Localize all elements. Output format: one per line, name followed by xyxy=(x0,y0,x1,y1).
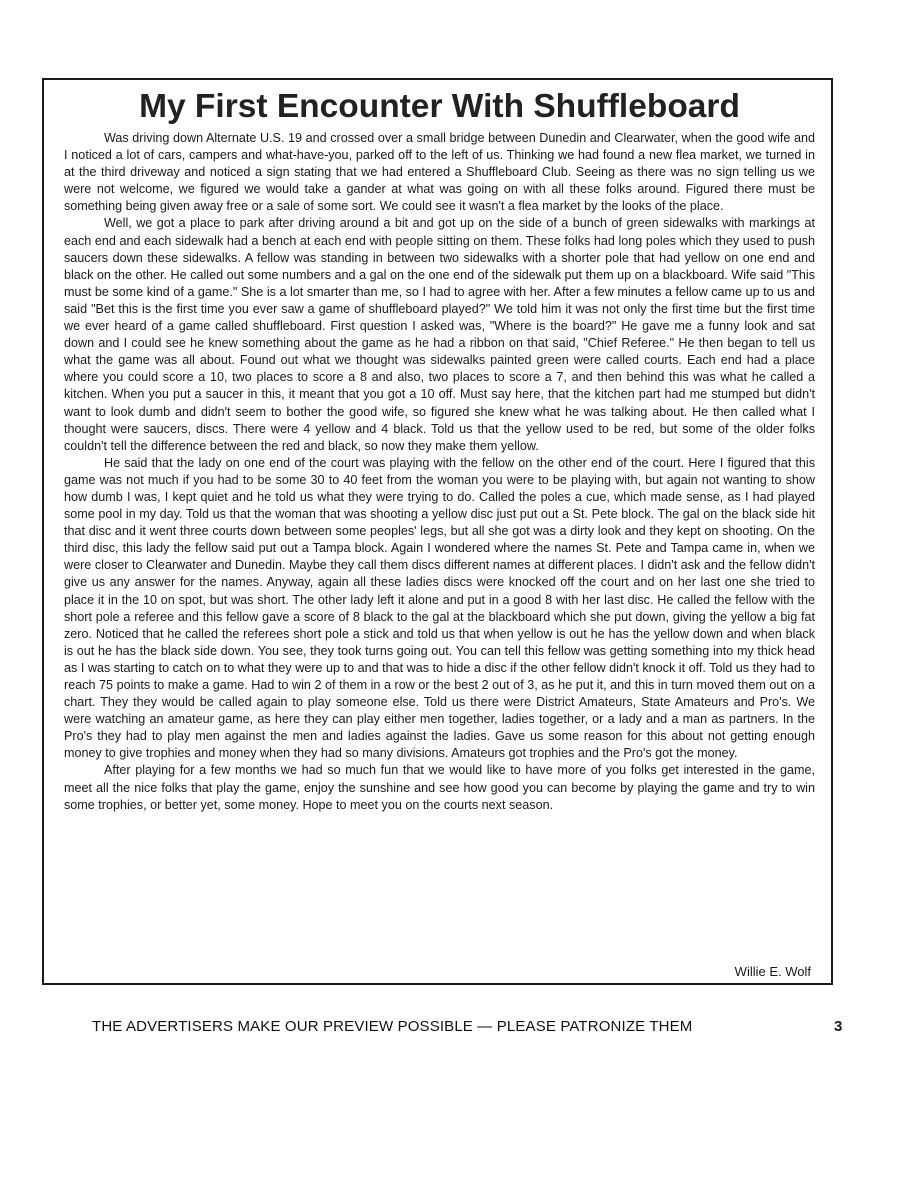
article-paragraph: After playing for a few months we had so much fun that we would like to have more of you folks get interested in the game, meet all the nice folks that play the game, enjoy the sunshine and see how good you can become by playing the game and try to win some trophies, or better yet, some money. Hope to meet you on the courts next season. xyxy=(64,763,815,812)
article-paragraph: Well, we got a place to park after driving around a bit and got up on the side of a bunch of green sidewalks with markings at each end and each sidewalk had a bench at each end with people sitting on them. These folks had long poles which they used to push saucers down these sidewalks. A fellow was standing in between two sidewalks with a shorter pole that had yellow on one end and black on the other. He called out some numbers and a gal on the one end of the sidewalk put them up on a blackboard. Wife said "This must be some kind of a game." She is a lot smarter than me, so I had to agree with her. After a few minutes a fellow came up to us and said "Bet this is the first time you ever saw a game of shuffleboard played?" We told him it was not only the first time but the first time we ever heard of a game called shuffleboard. First question I asked was, "Where is the board?" He gave me a funny look and sat down and I could see he knew something about the game as he had a ribbon on that said, "Chief Referee." He then began to tell us what the game was all about. Found out what we thought was sidewalks painted green were called courts. Each end had a place where you could score a 10, two places to score a 8 and also, two places to score a 7, and then behind this was what he called a kitchen. When you put a saucer in this, it meant that you got a 10 off. Must say here, that the kitchen part had me stumped but didn't want to look dumb and didn't seem to bother the good wife, so figured she knew what he was talking about. He then called what I thought were saucers, discs. There were 4 yellow and 4 black. Told us that the yellow used to be red, but some of the older folks couldn't tell the difference between the red and black, so now they make them yellow. xyxy=(64,216,815,453)
article-title: My First Encounter With Shuffleboard xyxy=(139,88,740,125)
author-signature: Willie E. Wolf xyxy=(734,964,811,979)
article-paragraph: Was driving down Alternate U.S. 19 and crossed over a small bridge between Dunedin and Clearwater, when the good wife and I noticed a lot of cars, campers and what-have-you, parked off to the left of us. Thinking we had found a new flea market, we turned in at the third driveway and noticed a sign stating that we had entered a Shuffleboard Club. Seeing as there was no sign telling us we were not welcome, we figured we would take a gander at what was going on with all these folks around. Figured there must be something being given away free or a sale of some sort. We could see it wasn't a flea market by the looks of the place. xyxy=(64,131,815,214)
footer-tagline: THE ADVERTISERS MAKE OUR PREVIEW POSSIBLE — PLEASE PATRONIZE THEM xyxy=(92,1018,693,1035)
article-box xyxy=(42,78,833,985)
article-body xyxy=(64,130,815,814)
page-number: 3 xyxy=(834,1018,843,1035)
article-paragraph: He said that the lady on one end of the court was playing with the fellow on the other end of the court. Here I figured that this game was not much if you had to be some 30 to 40 feet from the woman you were to be playing with, but again not wanting to show how dumb I was, I kept quiet and he told us what they were trying to do. Called the poles a cue, which made sense, as I had played some pool in my day. Told us that the woman that was shooting a yellow disc just put out a St. Pete block. The gal on the black side hit that disc and it went three courts down between some peoples' legs, but all she got was a dirty look and they kept on shooting. On the third disc, this lady the fellow said put out a Tampa block. Again I wondered where the names St. Pete and Tampa came in, when we were closer to Clearwater and Dunedin. Maybe they call them discs different names at different places. I didn't ask and the fellow didn't give us any answer for the names. Anyway, again all these ladies discs were knocked off the court and on her last one she tried to place it in the 10 on spot, but was short. The other lady left it alone and put in a good 8 with her last disc. He called the fellow with the short pole a referee and this fellow gave a score of 8 black to the gal at the blackboard which she put down, giving the yellow a big fat zero. Noticed that he called the referees short pole a stick and told us that when yellow is out he has the yellow down and when black is out he has the black side down. You see, they took turns going out. You can tell this fellow was getting something into my thick head as I was starting to catch on to what they were up to and that was to hide a disc if the other fellow didn't knock it off. Told us they had to reach 75 points to make a game. Had to win 2 of them in a row or the best 2 out of 3, as he put it, and this in turn moved them out on a chart. They they would be called again to play someone else. Told us there were District Amateurs, State Amateurs and Pro's. We were watching an amateur game, as here they can play either men together, ladies together, or a lady and a man as partners. In the Pro's they had to play men against the men and ladies against the ladies. Gave us some reason for this about not getting enough money to give trophies and money when they had so many divisions. Amateurs got trophies and the Pro's got the money. xyxy=(64,455,815,761)
